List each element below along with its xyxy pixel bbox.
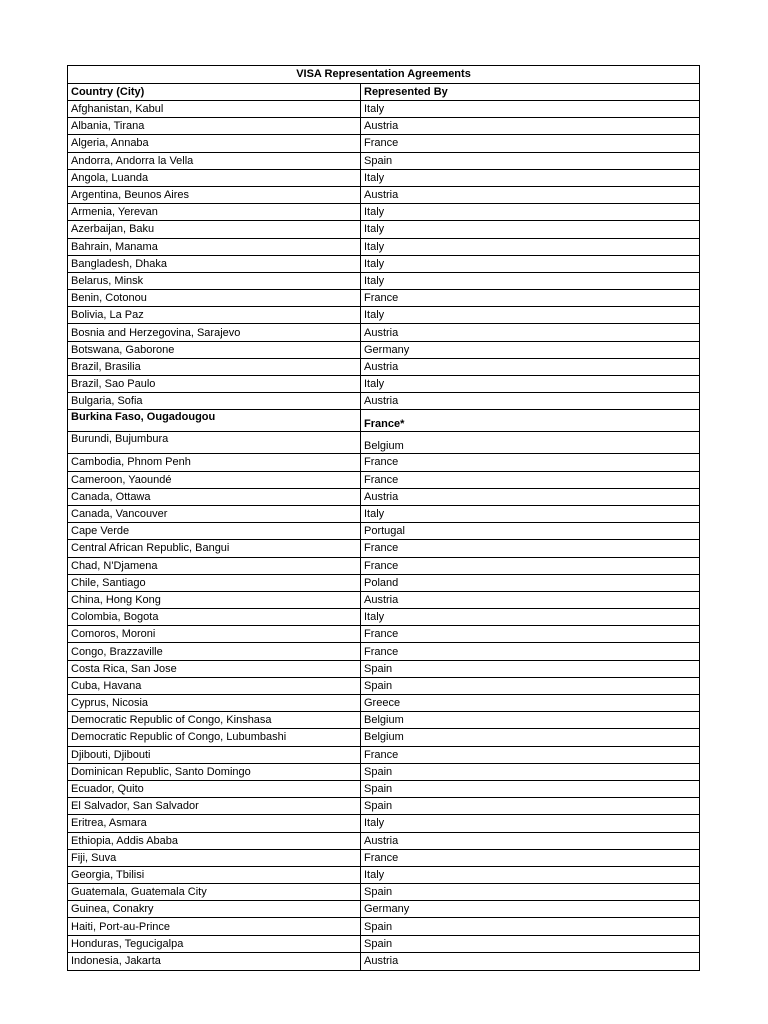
country-city-cell: Canada, Vancouver bbox=[68, 506, 361, 522]
represented-by-cell: Austria bbox=[364, 120, 399, 133]
table-row bbox=[68, 376, 699, 393]
table-row bbox=[68, 798, 699, 815]
country-city-cell: Brazil, Brasilia bbox=[68, 359, 361, 375]
represented-by-cell: Italy bbox=[364, 508, 385, 521]
country-city-cell: Ecuador, Quito bbox=[68, 781, 361, 797]
country-city-cell: Cape Verde bbox=[68, 523, 361, 539]
represented-by-cell: Austria bbox=[364, 834, 399, 847]
country-city-cell: Costa Rica, San Jose bbox=[68, 661, 361, 677]
represented-by-cell: Spain bbox=[364, 800, 393, 813]
table-row bbox=[68, 454, 699, 471]
table-row bbox=[68, 953, 699, 970]
country-city-cell: Algeria, Annaba bbox=[68, 135, 361, 151]
represented-by-cell: France bbox=[364, 748, 399, 761]
table-title: VISA Representation Agreements bbox=[68, 66, 699, 84]
represented-by-cell: Italy bbox=[364, 206, 385, 219]
represented-by-cell: Belgium bbox=[364, 440, 404, 453]
represented-by-cell: Portugal bbox=[364, 525, 405, 538]
represented-by-cell: Austria bbox=[364, 490, 399, 503]
table-row bbox=[68, 273, 699, 290]
country-city-cell: Belarus, Minsk bbox=[68, 273, 361, 289]
table-row bbox=[68, 815, 699, 832]
table-row bbox=[68, 506, 699, 523]
country-city-cell: Chile, Santiago bbox=[68, 575, 361, 591]
table-row bbox=[68, 170, 699, 187]
country-city-cell: Democratic Republic of Congo, Lubumbashi bbox=[68, 729, 361, 745]
country-city-cell: Armenia, Yerevan bbox=[68, 204, 361, 220]
country-city-cell: Georgia, Tbilisi bbox=[68, 867, 361, 883]
country-city-cell: Colombia, Bogota bbox=[68, 609, 361, 625]
column-header-country: Country (City) bbox=[68, 84, 361, 100]
represented-by-cell: Germany bbox=[364, 343, 410, 356]
represented-by-cell: France bbox=[364, 628, 399, 641]
country-city-cell: Cameroon, Yaoundé bbox=[68, 472, 361, 488]
represented-by-cell: Italy bbox=[364, 223, 385, 236]
country-city-cell: Eritrea, Asmara bbox=[68, 815, 361, 831]
represented-by-cell: Italy bbox=[364, 240, 385, 253]
table-row bbox=[68, 410, 699, 432]
table-row bbox=[68, 153, 699, 170]
represented-by-cell: Italy bbox=[364, 309, 385, 322]
country-city-cell: Burundi, Bujumbura bbox=[68, 432, 361, 453]
represented-by-cell: Spain bbox=[364, 783, 393, 796]
represented-by-cell: France bbox=[364, 137, 399, 150]
represented-by-cell: Italy bbox=[364, 817, 385, 830]
country-city-cell: Bosnia and Herzegovina, Sarajevo bbox=[68, 324, 361, 340]
table-row bbox=[68, 118, 699, 135]
table-row bbox=[68, 609, 699, 626]
table-row bbox=[68, 540, 699, 557]
country-city-cell: Andorra, Andorra la Vella bbox=[68, 153, 361, 169]
country-city-cell: Argentina, Beunos Aires bbox=[68, 187, 361, 203]
country-city-cell: Albania, Tirana bbox=[68, 118, 361, 134]
table-row bbox=[68, 239, 699, 256]
represented-by-cell: Austria bbox=[364, 360, 399, 373]
visa-agreements-table bbox=[67, 65, 700, 971]
table-row bbox=[68, 489, 699, 506]
country-city-cell: Bangladesh, Dhaka bbox=[68, 256, 361, 272]
represented-by-cell: France bbox=[364, 645, 399, 658]
table-row bbox=[68, 850, 699, 867]
represented-by-cell: Greece bbox=[364, 697, 401, 710]
represented-by-cell: Spain bbox=[364, 765, 393, 778]
country-city-cell: Cyprus, Nicosia bbox=[68, 695, 361, 711]
table-row bbox=[68, 729, 699, 746]
table-row bbox=[68, 901, 699, 918]
country-city-cell: Indonesia, Jakarta bbox=[68, 953, 361, 970]
table-row bbox=[68, 936, 699, 953]
country-city-cell: Democratic Republic of Congo, Kinshasa bbox=[68, 712, 361, 728]
country-city-cell: Congo, Brazzaville bbox=[68, 643, 361, 659]
represented-by-cell: Italy bbox=[364, 274, 385, 287]
represented-by-cell: Belgium bbox=[364, 731, 404, 744]
country-city-cell: Azerbaijan, Baku bbox=[68, 221, 361, 237]
table-row bbox=[68, 290, 699, 307]
country-city-cell: Afghanistan, Kabul bbox=[68, 101, 361, 117]
represented-by-cell: Italy bbox=[364, 378, 385, 391]
represented-by-cell: France bbox=[364, 292, 399, 305]
country-city-cell: Bahrain, Manama bbox=[68, 239, 361, 255]
table-row bbox=[68, 472, 699, 489]
country-city-cell: Haiti, Port-au-Prince bbox=[68, 918, 361, 934]
country-city-cell: El Salvador, San Salvador bbox=[68, 798, 361, 814]
table-row bbox=[68, 781, 699, 798]
country-city-cell: Brazil, Sao Paulo bbox=[68, 376, 361, 392]
table-row bbox=[68, 135, 699, 152]
country-city-cell: Ethiopia, Addis Ababa bbox=[68, 833, 361, 849]
represented-by-cell: Austria bbox=[364, 593, 399, 606]
column-header-represented-by: Represented By bbox=[364, 86, 448, 98]
represented-by-cell: Germany bbox=[364, 903, 410, 916]
table-row bbox=[68, 575, 699, 592]
country-city-cell: Dominican Republic, Santo Domingo bbox=[68, 764, 361, 780]
represented-by-cell: Italy bbox=[364, 257, 385, 270]
country-city-cell: Botswana, Gaborone bbox=[68, 342, 361, 358]
table-row bbox=[68, 256, 699, 273]
table-row bbox=[68, 307, 699, 324]
table-row bbox=[68, 359, 699, 376]
table-row bbox=[68, 324, 699, 341]
country-city-cell: Honduras, Tegucigalpa bbox=[68, 936, 361, 952]
represented-by-cell: Italy bbox=[364, 611, 385, 624]
table-body bbox=[68, 101, 699, 970]
table-row bbox=[68, 695, 699, 712]
country-city-cell: China, Hong Kong bbox=[68, 592, 361, 608]
table-header-row bbox=[68, 84, 699, 101]
represented-by-cell: Austria bbox=[364, 955, 399, 968]
country-city-cell: Guatemala, Guatemala City bbox=[68, 884, 361, 900]
represented-by-cell: Spain bbox=[364, 886, 393, 899]
country-city-cell: Guinea, Conakry bbox=[68, 901, 361, 917]
table-row bbox=[68, 187, 699, 204]
table-row bbox=[68, 432, 699, 454]
represented-by-cell: France bbox=[364, 559, 399, 572]
country-city-cell: Djibouti, Djibouti bbox=[68, 747, 361, 763]
table-row bbox=[68, 221, 699, 238]
country-city-cell: Central African Republic, Bangui bbox=[68, 540, 361, 556]
country-city-cell: Burkina Faso, Ougadougou bbox=[68, 410, 361, 431]
table-row bbox=[68, 884, 699, 901]
table-row bbox=[68, 626, 699, 643]
table-row bbox=[68, 764, 699, 781]
table-row bbox=[68, 643, 699, 660]
table-row bbox=[68, 558, 699, 575]
table-row bbox=[68, 523, 699, 540]
country-city-cell: Cuba, Havana bbox=[68, 678, 361, 694]
table-row bbox=[68, 101, 699, 118]
represented-by-cell: Austria bbox=[364, 395, 399, 408]
represented-by-cell: France bbox=[364, 542, 399, 555]
represented-by-cell: Italy bbox=[364, 171, 385, 184]
country-city-cell: Chad, N'Djamena bbox=[68, 558, 361, 574]
table-row bbox=[68, 678, 699, 695]
represented-by-cell: Italy bbox=[364, 868, 385, 881]
country-city-cell: Fiji, Suva bbox=[68, 850, 361, 866]
represented-by-cell: Belgium bbox=[364, 714, 404, 727]
country-city-cell: Benin, Cotonou bbox=[68, 290, 361, 306]
country-city-cell: Cambodia, Phnom Penh bbox=[68, 454, 361, 470]
table-row bbox=[68, 833, 699, 850]
represented-by-cell: Spain bbox=[364, 154, 393, 167]
represented-by-cell: Poland bbox=[364, 576, 399, 589]
table-row bbox=[68, 661, 699, 678]
table-row bbox=[68, 342, 699, 359]
country-city-cell: Bulgaria, Sofia bbox=[68, 393, 361, 409]
represented-by-cell: Spain bbox=[364, 679, 393, 692]
represented-by-cell: Spain bbox=[364, 937, 393, 950]
represented-by-cell: Spain bbox=[364, 920, 393, 933]
table-row bbox=[68, 393, 699, 410]
table-row bbox=[68, 747, 699, 764]
represented-by-cell: Austria bbox=[364, 189, 399, 202]
table-row bbox=[68, 204, 699, 221]
table-row bbox=[68, 918, 699, 935]
represented-by-cell: France bbox=[364, 473, 399, 486]
represented-by-cell: France bbox=[364, 851, 399, 864]
table-row bbox=[68, 712, 699, 729]
table-row bbox=[68, 867, 699, 884]
country-city-cell: Comoros, Moroni bbox=[68, 626, 361, 642]
represented-by-cell: Italy bbox=[364, 103, 385, 116]
represented-by-cell: Spain bbox=[364, 662, 393, 675]
country-city-cell: Canada, Ottawa bbox=[68, 489, 361, 505]
represented-by-cell: France* bbox=[364, 418, 405, 431]
represented-by-cell: France bbox=[364, 456, 399, 469]
country-city-cell: Angola, Luanda bbox=[68, 170, 361, 186]
country-city-cell: Bolivia, La Paz bbox=[68, 307, 361, 323]
represented-by-cell: Austria bbox=[364, 326, 399, 339]
table-row bbox=[68, 592, 699, 609]
